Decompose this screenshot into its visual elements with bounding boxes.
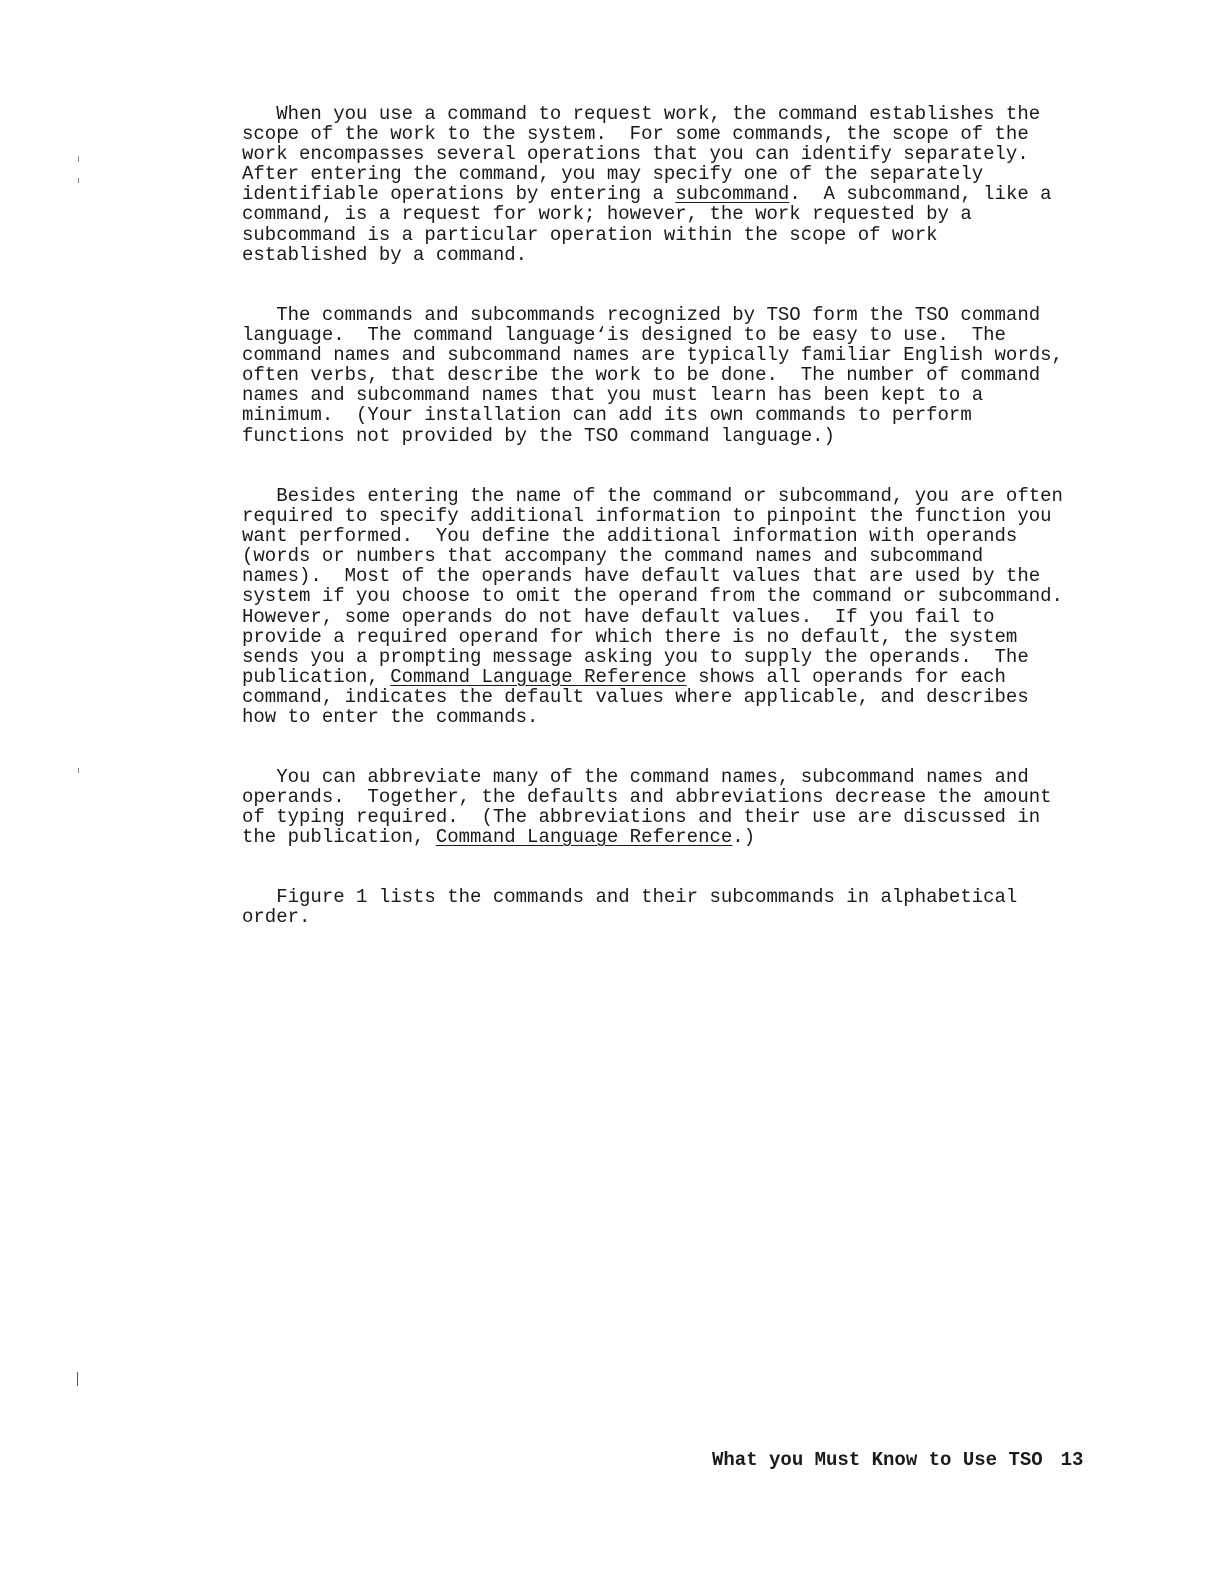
text-run: subcommand is a particular operation within the scope of work — [242, 223, 938, 246]
text-run: .) — [732, 826, 756, 849]
text-run: how to enter the commands. — [242, 706, 539, 729]
text-run: . A subcommand, like a — [789, 183, 1052, 206]
scan-speck — [78, 768, 79, 773]
text-line — [242, 906, 310, 928]
text-line — [242, 666, 1006, 688]
underlined-term: Command Language Reference — [390, 665, 687, 688]
text-run: publication, — [242, 665, 391, 688]
text-line — [242, 203, 972, 225]
text-line — [242, 183, 1052, 205]
text-line — [242, 565, 1040, 587]
text-line — [242, 806, 1040, 828]
text-line — [242, 886, 1017, 908]
text-run: identifiable operations by entering a — [242, 183, 676, 206]
scan-speck — [78, 156, 79, 162]
text-run: minimum. (Your installation can add its own commands to perform — [242, 404, 972, 427]
text-run: often verbs, that describe the work to be done. The number of command — [242, 364, 1041, 387]
text-run: system if you choose to omit the operand from the command or subcommand. — [242, 585, 1063, 608]
text-line — [242, 826, 755, 848]
text-run: order. — [242, 906, 311, 929]
text-run: provide a required operand for which there is no default, the system — [242, 625, 1018, 648]
text-run: command, is a request for work; however, the work requested by a — [242, 203, 972, 226]
text-line — [242, 706, 538, 728]
text-line — [242, 244, 527, 266]
text-run: scope of the work to the system. For some commands, the scope of the — [242, 123, 1029, 146]
text-line — [242, 766, 1029, 788]
text-run: the publication, — [242, 826, 436, 849]
text-run: When you use a command to request work, the command establishes the — [242, 103, 1041, 125]
text-run: required to specify additional information to pinpoint the function you — [242, 505, 1052, 528]
text-run: Figure 1 lists the commands and their subcommands in alphabetical — [242, 886, 1018, 908]
text-line — [242, 324, 1006, 346]
text-run: of typing required. (The abbreviations and their use are discussed in — [242, 806, 1041, 829]
running-title: What you Must Know to Use TSO — [712, 1449, 1043, 1471]
page-number: 13 — [1060, 1449, 1084, 1471]
text-line — [242, 364, 1040, 386]
paragraph-commands-scope — [242, 104, 1052, 265]
underlined-term: subcommand — [675, 183, 790, 206]
text-run: functions not provided by the TSO command language.) — [242, 424, 835, 447]
text-line — [242, 163, 983, 185]
paragraph-figure-reference — [242, 887, 1017, 927]
text-line — [242, 404, 972, 426]
text-line — [242, 344, 1063, 366]
text-run: However, some operands do not have default values. If you fail to — [242, 605, 995, 628]
text-line — [242, 606, 995, 628]
text-line — [242, 103, 1040, 125]
text-line — [242, 224, 938, 246]
text-line — [242, 646, 1029, 668]
text-line — [242, 585, 1063, 607]
page-footer — [712, 1449, 1083, 1471]
text-line — [242, 505, 1052, 527]
text-run: operands. Together, the defaults and abbreviations decrease the amount — [242, 786, 1052, 809]
text-line — [242, 384, 983, 406]
text-line — [242, 686, 1029, 708]
paragraph-operands — [242, 486, 1063, 727]
text-run: want performed. You define the additional information with operands — [242, 525, 1018, 548]
text-run: command, indicates the default values where applicable, and describes — [242, 685, 1029, 708]
text-run: After entering the command, you may specify one of the separately — [242, 163, 984, 186]
text-line — [242, 425, 835, 447]
text-run: (words or numbers that accompany the command names and subcommand — [242, 545, 984, 568]
text-line — [242, 143, 1029, 165]
text-line — [242, 626, 1017, 648]
underlined-term: Command Language Reference — [435, 826, 733, 849]
text-run: work encompasses several operations that you can identify separately. — [242, 143, 1029, 166]
text-run: shows all operands for each — [686, 665, 1006, 688]
text-run: language. The command language‘is designed to be easy to use. The — [242, 324, 1006, 347]
scan-speck — [78, 178, 79, 183]
text-run: Besides entering the name of the command or subcommand, you are often — [242, 485, 1063, 507]
text-run: command names and subcommand names are typically familiar English words, — [242, 344, 1063, 367]
paragraph-command-language — [242, 305, 1063, 446]
text-line — [242, 304, 1040, 326]
paragraph-abbreviations — [242, 767, 1052, 847]
text-line — [242, 123, 1029, 145]
text-run: names). Most of the operands have default values that are used by the — [242, 565, 1041, 588]
text-line — [242, 545, 983, 567]
text-line — [242, 786, 1052, 808]
text-run: sends you a prompting message asking you to supply the operands. The — [242, 645, 1029, 668]
text-line — [242, 525, 1017, 547]
text-run: The commands and subcommands recognized by TSO form the TSO command — [242, 304, 1041, 326]
text-run: names and subcommand names that you must learn has been kept to a — [242, 384, 984, 407]
scan-speck — [77, 1372, 78, 1386]
text-run: established by a command. — [242, 243, 528, 266]
text-run: You can abbreviate many of the command names, subcommand names and — [242, 766, 1029, 788]
text-line — [242, 485, 1063, 507]
